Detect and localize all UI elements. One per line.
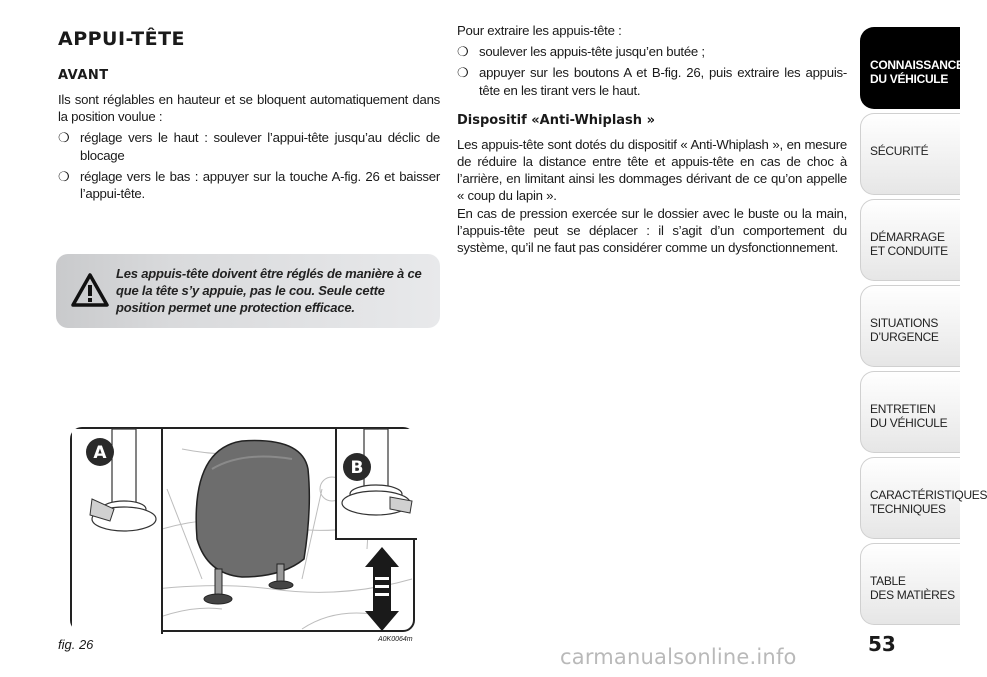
warning-triangle-icon: [70, 272, 110, 308]
list-item-text: réglage vers le haut : soulever l’appui-tête jusqu’au déclic de blocage: [80, 130, 440, 163]
anti-whiplash-paragraph-2: En cas de pression exercée sur le dossier avec le buste ou la main, l’appuis-tête peut se déplacer : il s’agit d’un comportement du système, qu’il ne faut pas considérer comme un dysfonctionnement.: [457, 205, 847, 256]
tab-securite[interactable]: [860, 113, 960, 195]
list-item: [457, 64, 847, 98]
tab-label: CARACTÉRISTIQUES TECHNIQUES: [870, 488, 987, 516]
headrest: [196, 441, 309, 604]
warning-text: Les appuis-tête doivent être réglés de manière à ce que la tête s’y appuie, pas le cou. Seule cette position permet une protection efficace.: [116, 266, 422, 315]
intro-paragraph: Ils sont réglables en hauteur et se bloquent automatiquement dans la position voulue :: [58, 92, 440, 125]
warning-box: [56, 254, 440, 328]
list-item: [58, 129, 440, 163]
inset-a: [72, 429, 162, 634]
watermark: carmanualsonline.info: [560, 645, 797, 669]
up-down-arrow-icon: [365, 547, 399, 631]
tab-entretien-du-vehicule[interactable]: [860, 371, 960, 453]
badge-a-label: A: [93, 443, 107, 463]
tab-label: ENTRETIEN DU VÉHICULE: [870, 402, 948, 430]
bullet-icon: ❍: [58, 168, 70, 184]
tab-label: TABLE DES MATIÈRES: [870, 574, 955, 602]
bullet-icon: ❍: [457, 44, 469, 60]
list-item: [58, 168, 440, 202]
list-item-text: soulever les appuis-tête jusqu’en butée ;: [479, 44, 705, 60]
tab-label: SITUATIONS D’URGENCE: [870, 316, 939, 344]
extract-intro: Pour extraire les appuis-tête :: [457, 23, 622, 38]
anti-whiplash-paragraph-1: Les appuis-tête sont dotés du dispositif « Anti-Whiplash », en mesure de réduire la distance entre tête et appuis-tête en cas de choc à l’arrière, en limitant ainsi les dommages dérivant de ce qu’on appelle « coup du lapin ».: [457, 136, 847, 204]
tab-situations-d-urgence[interactable]: [860, 285, 960, 367]
figure-code: A0K0064m: [378, 636, 413, 643]
bullet-icon: ❍: [457, 65, 469, 81]
tab-table-des-matieres[interactable]: [860, 543, 960, 625]
figure-caption: fig. 26: [58, 637, 94, 652]
list-item-text: réglage vers le bas : appuyer sur la touche A-fig. 26 et baisser l’appui-tête.: [80, 168, 440, 202]
section-subtitle: AVANT: [58, 68, 109, 83]
page-number: 53: [868, 632, 896, 656]
right-column: [457, 22, 847, 256]
tab-label: SÉCURITÉ: [870, 144, 929, 158]
headrest-illustration: [72, 429, 417, 634]
tab-caracteristiques-techniques[interactable]: [860, 457, 987, 539]
tab-connaissance-du-vehicule[interactable]: [860, 27, 964, 109]
left-column: [58, 28, 440, 202]
list-item: [457, 43, 847, 60]
tab-label: CONNAISSANCE DU VÉHICULE: [870, 58, 964, 86]
anti-whiplash-title: Dispositif «Anti-Whiplash »: [457, 112, 655, 128]
tab-demarrage-et-conduite[interactable]: [860, 199, 960, 281]
section-title: APPUI-TÊTE: [58, 28, 186, 50]
headrest-figure: [70, 427, 415, 632]
tab-label: DÉMARRAGE ET CONDUITE: [870, 230, 948, 258]
badge-b-label: B: [350, 458, 364, 478]
inset-b: [336, 429, 417, 539]
list-item-text: appuyer sur les boutons A et B-fig. 26, puis extraire les appuis-tête en les tirant vers le haut.: [479, 65, 847, 98]
bullet-icon: ❍: [58, 130, 70, 146]
